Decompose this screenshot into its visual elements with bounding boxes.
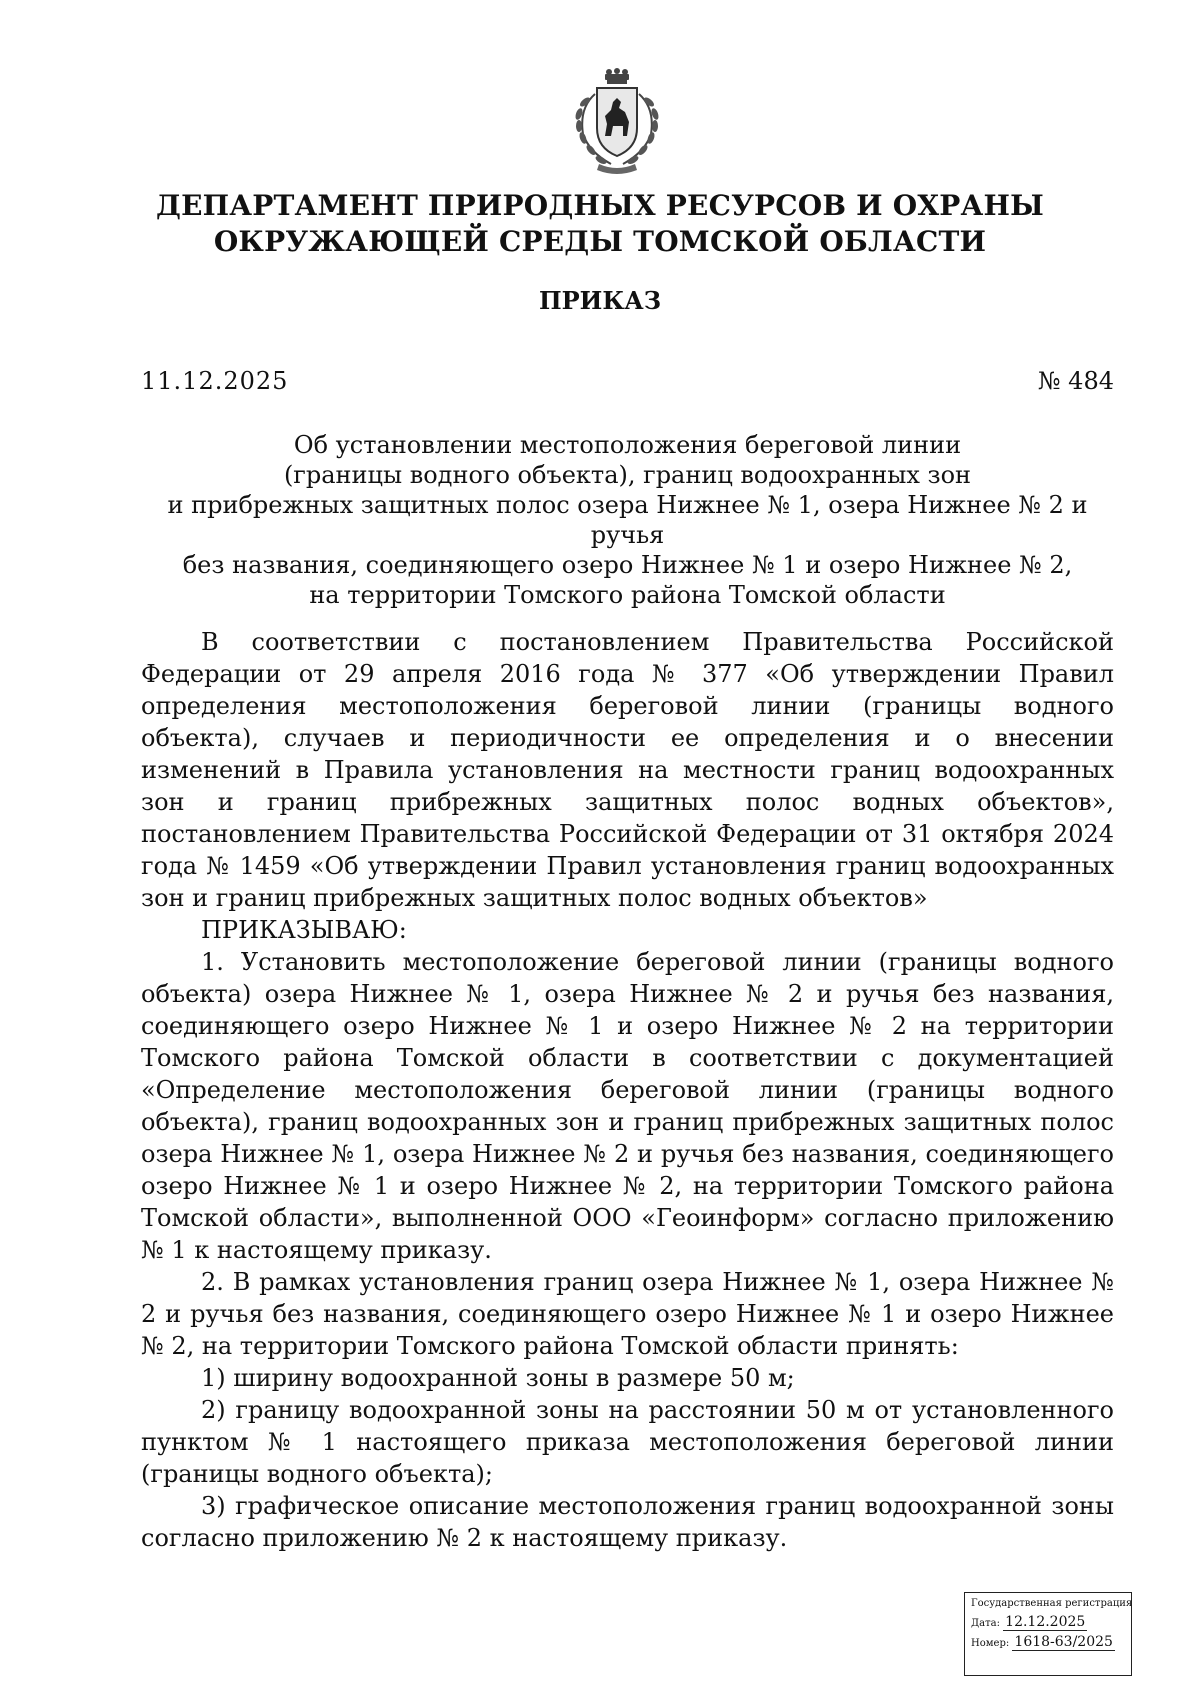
registration-date-row: [971, 1616, 1125, 1630]
organization-name: [150, 188, 1050, 260]
subject-line: (границы водного объекта), границ водоохранных зон: [283, 461, 972, 489]
document-date: 11.12.2025: [141, 367, 289, 395]
document-number: № 484: [1037, 367, 1114, 395]
registration-number-value: 1618-63/2025: [1014, 1634, 1113, 1650]
document-body: [141, 626, 1114, 1554]
registration-title: Государственная регистрация: [971, 1598, 1133, 1609]
registration-date-value: 12.12.2025: [1005, 1614, 1086, 1630]
order-word: ПРИКАЗЫВАЮ:: [201, 916, 407, 944]
order-subitem-2: 2) границу водоохранной зоны на расстоянии 50 м от установленного пунктом № 1 настоящего приказа местоположения береговой линии (границы водного объекта);: [141, 1396, 1114, 1488]
order-subitem-3: 3) графическое описание местоположения границ водоохранной зоны согласно приложению № 2 к настоящему приказу.: [141, 1492, 1114, 1552]
subject-line: без названия, соединяющего озеро Нижнее № 1 и озеро Нижнее № 2,: [182, 551, 1073, 579]
registration-number-row: [971, 1636, 1125, 1650]
document-type: ПРИКАЗ: [538, 286, 662, 315]
coat-of-arms-emblem: [561, 68, 673, 178]
subject-line: на территории Томского района Томской области: [309, 581, 946, 609]
subject-line: и прибрежных защитных полос озера Нижнее № 1, озера Нижнее № 2 и ручья: [167, 491, 1088, 549]
registration-stamp: [964, 1592, 1132, 1676]
subject-line: Об установлении местоположения береговой линии: [293, 431, 962, 459]
document-subject: [141, 430, 1114, 610]
registration-date-label: Дата:: [971, 1618, 1000, 1629]
organization-name-line2: ОКРУЖАЮЩЕЙ СРЕДЫ ТОМСКОЙ ОБЛАСТИ: [213, 225, 987, 258]
order-item-2: 2. В рамках установления границ озера Нижнее № 1, озера Нижнее № 2 и ручья без названия, соединяющего озеро Нижнее № 1 и озеро Нижнее № 2, на территории Томского района Томской области принять:: [141, 1268, 1114, 1360]
order-subitem-1: 1) ширину водоохранной зоны в размере 50 м;: [201, 1364, 795, 1392]
order-item-1: 1. Установить местоположение береговой линии (границы водного объекта) озера Нижнее № 1, озера Нижнее № 2 и ручья без названия, соединяющего озеро Нижнее № 1 и озеро Нижнее № 2 на территории Томского района Томской области в соответствии с документацией «Определение местоположения береговой линии (границы водного объекта), границ водоохранных зон и границ прибрежных защитных полос озера Нижнее № 1, озера Нижнее № 2 и ручья без названия, соединяющего озеро Нижнее № 1 и озеро Нижнее № 2, на территории Томского района Томской области», выполненной ООО «Геоинформ» согласно приложению № 1 к настоящему приказу.: [141, 948, 1114, 1264]
registration-number-label: Номер:: [971, 1638, 1010, 1649]
organization-name-line1: ДЕПАРТАМЕНТ ПРИРОДНЫХ РЕСУРСОВ И ОХРАНЫ: [155, 189, 1045, 222]
preamble-paragraph: В соответствии с постановлением Правительства Российской Федерации от 29 апреля 2016 года № 377 «Об утверждении Правил определения местоположения береговой линии (границы водного объекта), случаев и периодичности ее определения и о внесении изменений в Правила установления на местности границ водоохранных зон и границ прибрежных защитных полос водных объектов», постановлением Правительства Российской Федерации от 31 октября 2024 года № 1459 «Об утверждении Правил установления границ водоохранных зон и границ прибрежных защитных полос водных объектов»: [141, 628, 1114, 912]
